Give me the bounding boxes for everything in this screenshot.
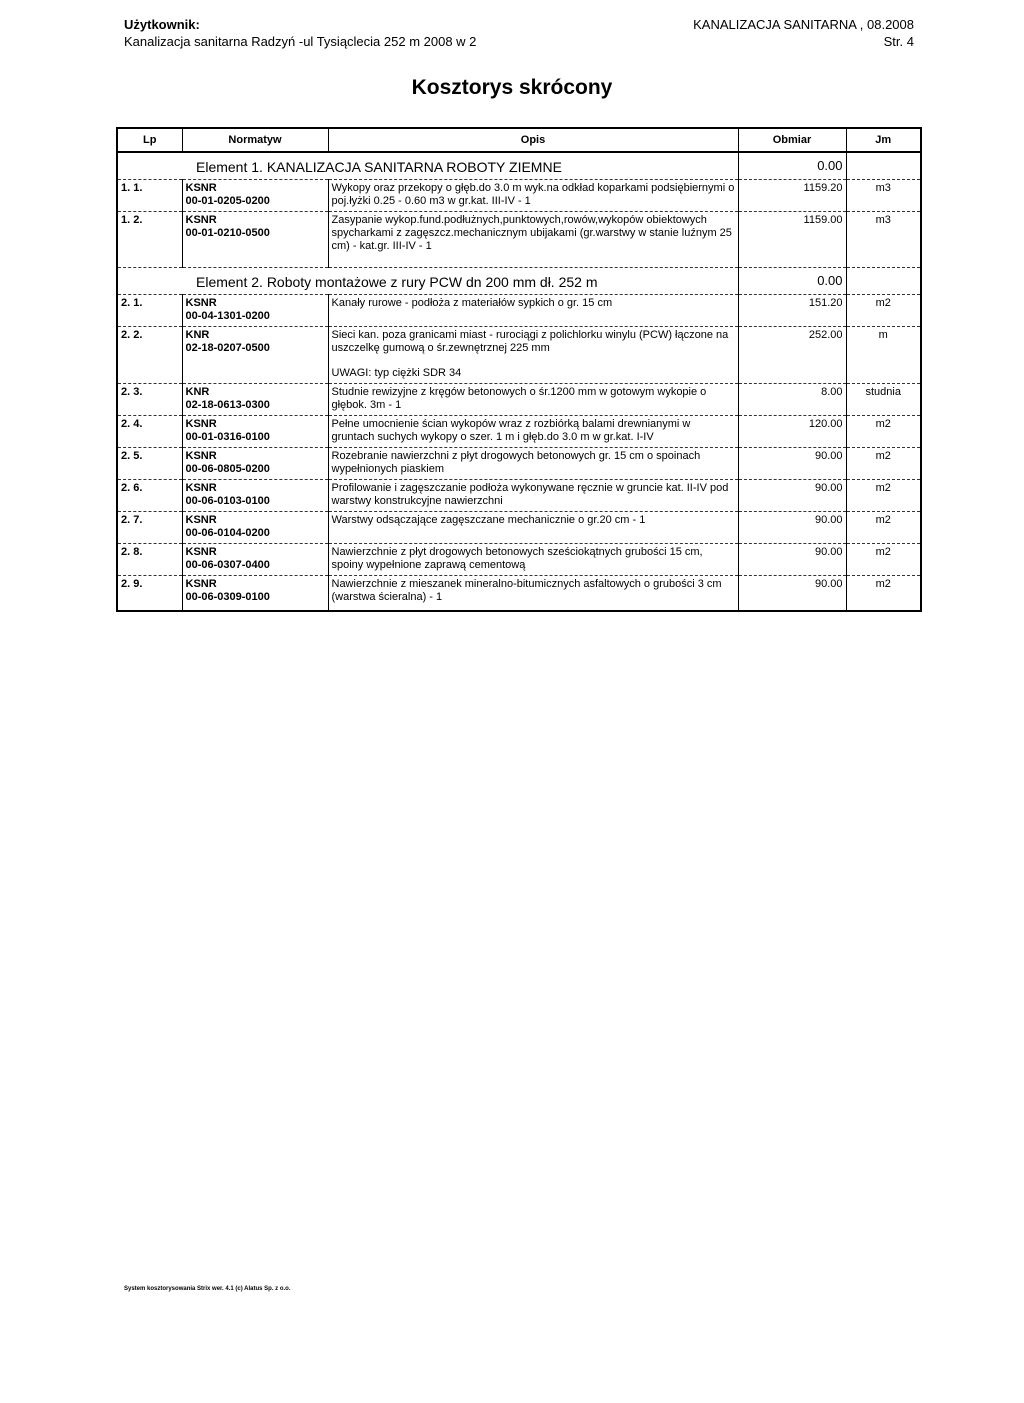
normatyw-code: 00-04-1301-0200 <box>185 310 270 322</box>
normatyw-code: 00-06-0103-0100 <box>185 495 270 507</box>
table-row <box>117 295 921 327</box>
item-jm: studnia <box>846 384 921 416</box>
item-opis: Rozebranie nawierzchni z płyt drogowych betonowych gr. 15 cm o spoinach wypełnionych piaskiem <box>328 448 738 480</box>
item-lp: 2. 2. <box>117 327 182 384</box>
element-row <box>117 268 921 295</box>
table-row <box>117 327 921 384</box>
item-opis <box>328 327 738 384</box>
item-normatyw <box>182 327 328 384</box>
item-opis: Zasypanie wykop.fund.podłużnych,punktowych,rowów,wykopów obiektowych spycharkami z zagęszcz.mechanicznym ubijakami (gr.warstwy w stanie luźnym 25 cm) - kat.gr. III-IV - 1 <box>328 212 738 268</box>
normatyw-catalog: KNR <box>185 329 210 341</box>
item-normatyw <box>182 448 328 480</box>
item-opis: Studnie rewizyjne z kręgów betonowych o śr.1200 mm w gotowym wykopie o głębok. 3m - 1 <box>328 384 738 416</box>
normatyw-catalog: KSNR <box>185 514 217 526</box>
document-title: KANALIZACJA SANITARNA , 08.2008 <box>693 17 914 32</box>
item-lp: 2. 5. <box>117 448 182 480</box>
item-obmiar: 90.00 <box>738 480 846 512</box>
normatyw-catalog: KSNR <box>185 450 217 462</box>
col-header-normatyw: Normatyw <box>182 128 328 152</box>
col-header-obmiar: Obmiar <box>738 128 846 152</box>
table-header-row <box>117 128 921 152</box>
estimate-table <box>116 127 922 612</box>
item-opis: Profilowanie i zagęszczanie podłoża wykonywane ręcznie w gruncie kat. II-IV pod warstwy konstrukcyjne nawierzchni <box>328 480 738 512</box>
item-obmiar: 8.00 <box>738 384 846 416</box>
item-lp: 2. 7. <box>117 512 182 544</box>
normatyw-code: 00-06-0309-0100 <box>185 591 270 603</box>
item-opis: Wykopy oraz przekopy o głęb.do 3.0 m wyk.na odkład koparkami podsiębiernymi o poj.łyżki 0.25 - 0.60 m3 w gr.kat. III-IV - 1 <box>328 180 738 212</box>
col-header-lp: Lp <box>117 128 182 152</box>
table-row <box>117 576 921 612</box>
item-obmiar: 252.00 <box>738 327 846 384</box>
table-row <box>117 512 921 544</box>
normatyw-catalog: KSNR <box>185 578 217 590</box>
item-jm: m <box>846 327 921 384</box>
page-number: Str. 4 <box>883 34 914 49</box>
header-right <box>693 16 914 50</box>
item-normatyw <box>182 544 328 576</box>
item-jm: m2 <box>846 416 921 448</box>
item-normatyw <box>182 480 328 512</box>
col-header-jm: Jm <box>846 128 921 152</box>
normatyw-code: 00-01-0316-0100 <box>185 431 270 443</box>
item-normatyw <box>182 180 328 212</box>
normatyw-code: 00-06-0805-0200 <box>185 463 270 475</box>
item-jm: m2 <box>846 544 921 576</box>
table-row <box>117 180 921 212</box>
item-opis: Nawierzchnie z mieszanek mineralno-bitumicznych asfaltowych o grubości 3 cm (warstwa ścieralna) - 1 <box>328 576 738 612</box>
item-jm: m2 <box>846 480 921 512</box>
element-obmiar: 0.00 <box>738 152 846 180</box>
user-label: Użytkownik: <box>124 17 200 32</box>
item-lp: 2. 8. <box>117 544 182 576</box>
item-lp: 1. 2. <box>117 212 182 268</box>
table-row <box>117 544 921 576</box>
footer-credit: System kosztorysowania Strix wer. 4.1 (c) Alatus Sp. z o.o. <box>124 1286 291 1292</box>
normatyw-code: 00-01-0210-0500 <box>185 227 270 239</box>
item-jm: m2 <box>846 512 921 544</box>
normatyw-code: 02-18-0207-0500 <box>185 342 270 354</box>
element-obmiar: 0.00 <box>738 268 846 295</box>
item-lp: 2. 3. <box>117 384 182 416</box>
item-opis: Pełne umocnienie ścian wykopów wraz z rozbiórką balami drewnianymi w gruntach suchych wykopy o szer. 1 m i głęb.do 3.0 m w gr.kat. I-IV <box>328 416 738 448</box>
normatyw-catalog: KNR <box>185 386 210 398</box>
normatyw-catalog: KSNR <box>185 297 217 309</box>
item-opis: Warstwy odsączające zagęszczane mechanicznie o gr.20 cm - 1 <box>328 512 738 544</box>
normatyw-catalog: KSNR <box>185 418 217 430</box>
item-obmiar: 120.00 <box>738 416 846 448</box>
normatyw-code: 00-01-0205-0200 <box>185 195 270 207</box>
element-row <box>117 152 921 180</box>
item-obmiar: 90.00 <box>738 576 846 612</box>
item-normatyw <box>182 295 328 327</box>
item-jm: m3 <box>846 212 921 268</box>
item-jm: m3 <box>846 180 921 212</box>
item-normatyw <box>182 512 328 544</box>
item-opis-text: Sieci kan. poza granicami miast - rurociągi z polichlorku winylu (PCW) łączone na uszczelkę gumową o śr.zewnętrznej 225 mm <box>331 329 729 354</box>
normatyw-code: 00-06-0104-0200 <box>185 527 270 539</box>
item-lp: 2. 1. <box>117 295 182 327</box>
item-obmiar: 90.00 <box>738 448 846 480</box>
item-opis: Nawierzchnie z płyt drogowych betonowych sześciokątnych grubości 15 cm, spoiny wypełnione zaprawą cementową <box>328 544 738 576</box>
element-label: Element 2. Roboty montażowe z rury PCW dn 200 mm dł. 252 m <box>117 268 738 295</box>
item-obmiar: 90.00 <box>738 512 846 544</box>
table-row <box>117 212 921 268</box>
item-normatyw <box>182 416 328 448</box>
item-opis: Kanały rurowe - podłoża z materiałów sypkich o gr. 15 cm <box>328 295 738 327</box>
header-left <box>124 16 476 50</box>
item-lp: 1. 1. <box>117 180 182 212</box>
item-note: UWAGI: typ ciężki SDR 34 <box>331 367 462 379</box>
item-jm: m2 <box>846 448 921 480</box>
item-lp: 2. 4. <box>117 416 182 448</box>
item-obmiar: 90.00 <box>738 544 846 576</box>
table-row <box>117 480 921 512</box>
normatyw-catalog: KSNR <box>185 214 217 226</box>
element-label: Element 1. KANALIZACJA SANITARNA ROBOTY ZIEMNE <box>196 159 562 175</box>
item-obmiar: 151.20 <box>738 295 846 327</box>
item-jm: m2 <box>846 576 921 612</box>
item-obmiar: 1159.00 <box>738 212 846 268</box>
col-header-opis: Opis <box>328 128 738 152</box>
table-row <box>117 448 921 480</box>
normatyw-catalog: KSNR <box>185 546 217 558</box>
item-jm: m2 <box>846 295 921 327</box>
item-lp: 2. 9. <box>117 576 182 612</box>
table-row <box>117 384 921 416</box>
normatyw-catalog: KSNR <box>185 182 217 194</box>
item-lp: 2. 6. <box>117 480 182 512</box>
item-obmiar: 1159.20 <box>738 180 846 212</box>
item-normatyw <box>182 576 328 612</box>
normatyw-catalog: KSNR <box>185 482 217 494</box>
page-title: Kosztorys skrócony <box>411 76 613 99</box>
item-normatyw <box>182 212 328 268</box>
table-row <box>117 416 921 448</box>
normatyw-code: 02-18-0613-0300 <box>185 399 270 411</box>
item-normatyw <box>182 384 328 416</box>
project-name: Kanalizacja sanitarna Radzyń -ul Tysiąclecia 252 m 2008 w 2 <box>124 34 477 49</box>
normatyw-code: 00-06-0307-0400 <box>185 559 270 571</box>
